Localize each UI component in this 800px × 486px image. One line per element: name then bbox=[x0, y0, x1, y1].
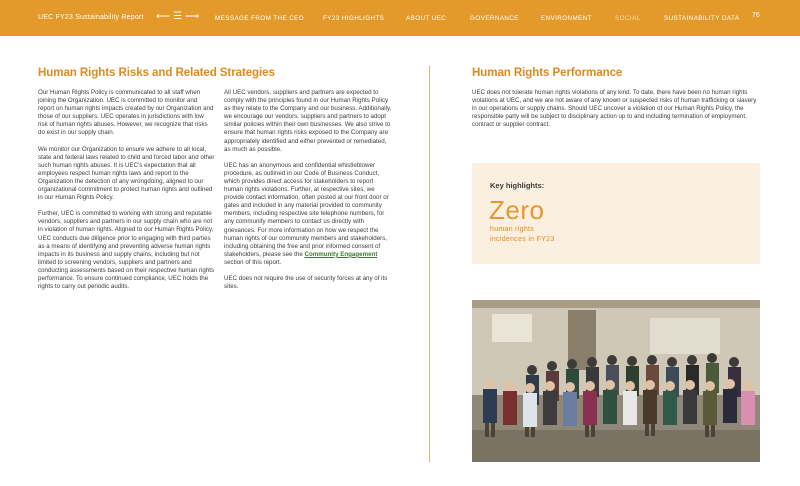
key-highlights-box bbox=[472, 163, 760, 264]
nav-about-uec[interactable]: ABOUT UEC bbox=[406, 15, 447, 22]
nav-environment[interactable]: ENVIRONMENT bbox=[541, 15, 592, 22]
paragraph: All UEC vendors, suppliers and partners are expected to comply with the principles found in our Human Rights Policy as they relate to the Company and our business. Additionally, we encourage our vendors, suppliers and partners to adopt similar policies within their own businesses. We also strive to ensure that human rights risks exposed to the Company are appropriately identified and either prevented or remediated, as much as possible. bbox=[224, 89, 392, 153]
nav-fy23-highlights[interactable]: FY23 HIGHLIGHTS bbox=[323, 15, 385, 22]
highlight-caption bbox=[490, 225, 555, 245]
document-title: UEC FY23 Sustainability Report bbox=[38, 14, 144, 21]
nav-arrows-icon[interactable]: ⟵ ☰ ⟶ bbox=[156, 11, 200, 22]
performance-body: UEC does not tolerate human rights violations of any kind. To date, there have been no human rights violations at UEC, and we are not aware of any known or suspected risks of human trafficking or slavery in our operations or supply chains. Should UEC uncover a violation of our Human Rights Policy, the responsible party will be subject to disciplinary action up to and including termination of employment, contract or supplier contract. bbox=[472, 89, 757, 129]
paragraph-text: UEC has an anonymous and confidential whistleblower procedure, as outlined in our Code of Business Conduct, which provides direct access for stakeholders to report human rights violations. Further, at respective sites, we provide contact information, often posted at our front door or gates and included in any material provided to community members, including respective site telephone numbers, for any community members to contact us directly with grievances. For more information on how we respect the human rights of our community members and stakeholders, including obtaining the free and prior informed consent of stakeholders, please see the bbox=[224, 161, 389, 258]
nav-message-from-ceo[interactable]: MESSAGE FROM THE CEO bbox=[215, 15, 305, 22]
column-divider bbox=[429, 66, 430, 462]
paragraph-text: section of this report. bbox=[224, 258, 282, 266]
nav-social[interactable]: SOCIAL bbox=[615, 15, 641, 22]
group-photo-illustration bbox=[472, 300, 760, 462]
page-number: 76 bbox=[752, 12, 760, 19]
paragraph: Further, UEC is committed to working with strong and reputable vendors, suppliers and partners in our supply chain who are not in violation of human rights. Aligned to our Human Rights Policy, UEC conducts due diligence prior to engaging with third parties as a means of identifying and preventing adverse human rights impacts in its business and supply chains, including but not limited to screening vendors, suppliers and partners and conducting assessments based on their respective human rights performance. To ensure continued compliance, UEC holds the rights to carry out periodic audits. bbox=[38, 210, 215, 291]
left-column-1 bbox=[38, 89, 215, 299]
highlight-value: Zero bbox=[489, 195, 545, 225]
nav-sustainability-data[interactable]: SUSTAINABILITY DATA bbox=[664, 15, 740, 22]
paragraph: Our Human Rights Policy is communicated to all staff when joining the Organization. UEC is committed to monitor and report on human rights impacts created by our Organization and those of our suppliers. UEC operates in jurisdictions with low risk of human rights abuses. However, we recognize that risks do exist in our supply chain. bbox=[38, 89, 214, 137]
section-title-risks: Human Rights Risks and Related Strategies bbox=[38, 66, 275, 79]
caption-line: human rights bbox=[490, 226, 535, 233]
paragraph: We monitor our Organization to ensure we adhere to all local, state and federal laws related to child and forced labor and other such human rights abuses. It is UEC's expectation that all employees respect human rights laws and report to the Organization the detection of any wrongdoing, aligned to our organizational commitment to protect human rights and outlined in our Human Rights Policy. bbox=[38, 145, 215, 202]
nav-governance[interactable]: GOVERNANCE bbox=[470, 15, 519, 22]
left-column-2 bbox=[224, 89, 392, 299]
paragraph-whistleblower bbox=[224, 162, 392, 267]
group-photo bbox=[472, 300, 760, 462]
top-nav-bar bbox=[0, 0, 800, 36]
caption-line: incidences in FY23 bbox=[490, 236, 555, 243]
highlights-label: Key highlights: bbox=[490, 181, 545, 190]
section-title-performance: Human Rights Performance bbox=[472, 66, 623, 79]
paragraph: UEC does not require the use of security forces at any of its sites. bbox=[224, 274, 388, 291]
community-engagement-link[interactable]: Community Engagement bbox=[304, 250, 378, 258]
